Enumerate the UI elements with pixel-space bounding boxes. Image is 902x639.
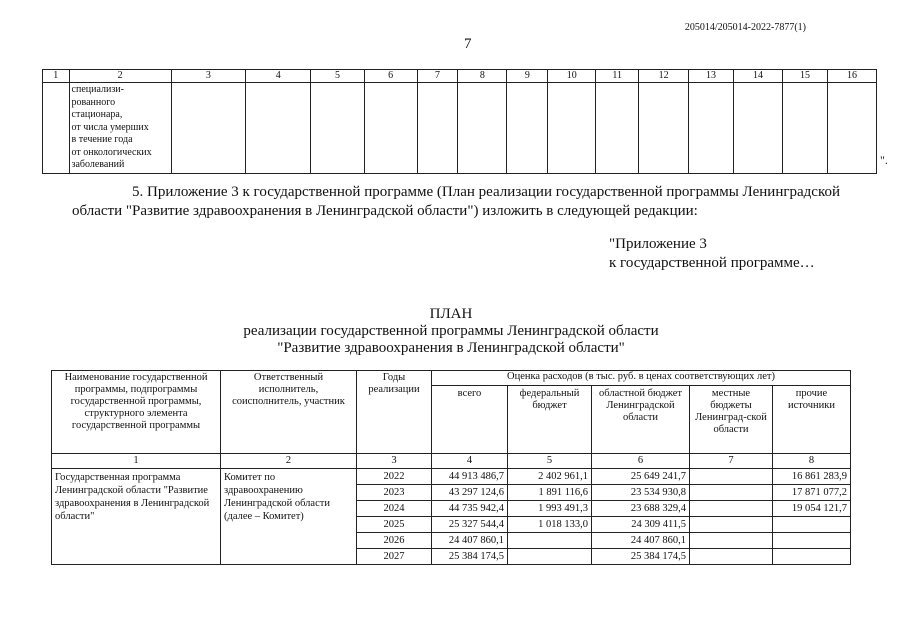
column-number-row [52,454,851,469]
appendix-line: "Приложение 3 [609,236,707,252]
page-number: 7 [464,36,472,52]
total-cell: 44 735 942,4 [432,501,508,517]
local-cell [690,501,773,517]
col-number: 4 [246,70,311,83]
regional-cell: 23 534 930,8 [592,485,690,501]
header-other: прочие источники [773,386,851,454]
col-number: 1 [52,454,221,469]
federal-cell [508,549,592,565]
year-cell: 2022 [357,469,432,485]
federal-cell: 2 402 961,1 [508,469,592,485]
col-number: 3 [171,70,246,83]
federal-cell: 1 891 116,6 [508,485,592,501]
col-number: 11 [596,70,639,83]
total-cell: 25 384 174,5 [432,549,508,565]
col-number: 7 [690,454,773,469]
regional-cell: 25 384 174,5 [592,549,690,565]
local-cell [690,549,773,565]
regional-cell: 23 688 329,4 [592,501,690,517]
other-cell [773,517,851,533]
header-local: местные бюджеты Ленинград-ской области [690,386,773,454]
header-name: Наименование государственной программы, подпрограммы государственной программы, структурного элемента государственной программы [52,371,221,454]
total-cell: 24 407 860,1 [432,533,508,549]
year-cell: 2025 [357,517,432,533]
col-number: 4 [432,454,508,469]
federal-cell: 1 018 133,0 [508,517,592,533]
indicator-name-cell: специализи- рованного стационара, от числа умерших в течение года от онкологических заболеваний [69,83,171,174]
closing-quote: ". [880,153,888,167]
regional-cell: 24 309 411,5 [592,517,690,533]
year-cell: 2023 [357,485,432,501]
plan-subtitle: реализации государственной программы Ленинградской области [243,323,659,339]
plan-header-row [52,371,851,386]
col-number: 3 [357,454,432,469]
appendix-line: к государственной программе… [609,255,815,271]
other-cell [773,533,851,549]
top-table [42,69,877,174]
total-cell: 43 297 124,6 [432,485,508,501]
appendix-reference [609,235,815,273]
col-number: 5 [508,454,592,469]
col-number: 1 [43,70,70,83]
plan-title-block [0,306,902,357]
regional-cell: 25 649 241,7 [592,469,690,485]
col-number: 12 [639,70,689,83]
other-cell: 17 871 077,2 [773,485,851,501]
header-regional: областной бюджет Ленинградской области [592,386,690,454]
local-cell [690,517,773,533]
total-cell: 25 327 544,4 [432,517,508,533]
plan-subtitle: "Развитие здравоохранения в Ленинградской области" [277,340,625,356]
plan-title: ПЛАН [429,306,473,322]
total-cell: 44 913 486,7 [432,469,508,485]
col-number: 8 [773,454,851,469]
table-row [52,469,851,485]
header-federal: федеральный бюджет [508,386,592,454]
col-number: 16 [827,70,876,83]
year-cell: 2027 [357,549,432,565]
plan-table [51,370,851,565]
regional-cell: 24 407 860,1 [592,533,690,549]
header-total: всего [432,386,508,454]
local-cell [690,485,773,501]
document-code: 205014/205014-2022-7877(1) [684,22,806,33]
header-costs: Оценка расходов (в тыс. руб. в ценах соответствующих лет) [432,371,851,386]
top-table-header-row [43,70,877,83]
paragraph-item-5: 5. Приложение 3 к государственной программе (План реализации государственной программы Ленинградской области "Развитие здравоохранения в Ленинградской области") изложить в следующей редакции: [72,184,841,219]
other-cell [773,549,851,565]
federal-cell [508,533,592,549]
col-number: 10 [548,70,596,83]
year-cell: 2026 [357,533,432,549]
top-table-row [43,83,877,174]
col-number: 15 [782,70,827,83]
col-number: 5 [311,70,364,83]
col-number: 2 [69,70,171,83]
federal-cell: 1 993 491,3 [508,501,592,517]
local-cell [690,533,773,549]
col-number: 14 [734,70,783,83]
col-number: 9 [507,70,548,83]
col-number: 8 [458,70,507,83]
other-cell: 19 054 121,7 [773,501,851,517]
responsible-cell: Комитет по здравоохранению Ленинградской области (далее – Комитет) [221,469,357,565]
header-years: Годы реализации [357,371,432,454]
header-responsible: Ответственный исполнитель, соисполнитель, участник [221,371,357,454]
col-number: 7 [417,70,458,83]
program-name-cell: Государственная программа Ленинградской области "Развитие здравоохранения в Ленинградской области" [52,469,221,565]
col-number: 6 [592,454,690,469]
col-number: 2 [221,454,357,469]
local-cell [690,469,773,485]
col-number: 6 [364,70,417,83]
other-cell: 16 861 283,9 [773,469,851,485]
col-number: 13 [689,70,734,83]
year-cell: 2024 [357,501,432,517]
